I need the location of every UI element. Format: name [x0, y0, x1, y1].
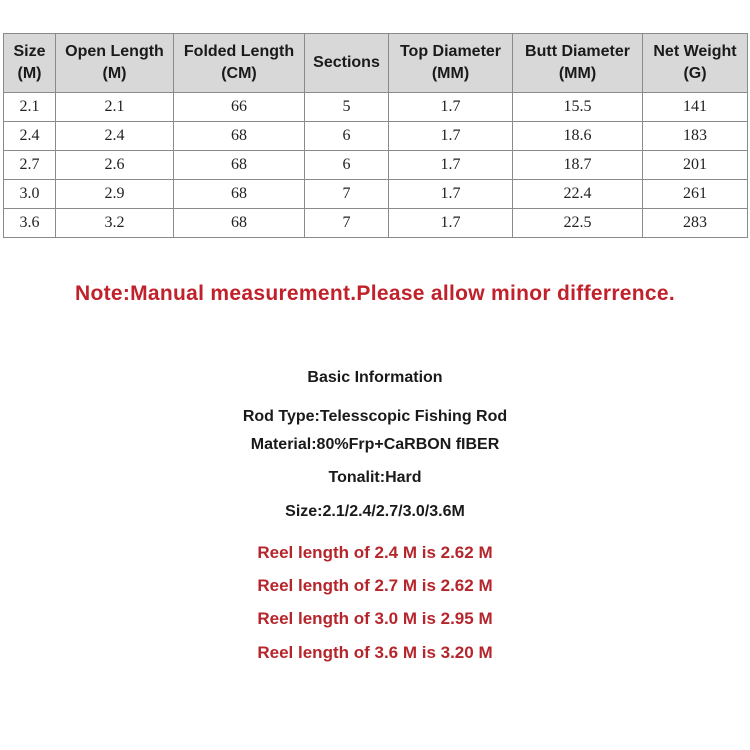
table-row — [4, 122, 748, 151]
table-cell: 7 — [305, 209, 389, 238]
material: Material:80%Frp+CaRBON fIBER — [250, 436, 500, 453]
reel-length-item: Reel length of 3.0 M is 2.95 M — [257, 609, 493, 628]
table-cell: 2.4 — [56, 122, 174, 151]
table-cell: 2.7 — [4, 151, 56, 180]
table-cell: 1.7 — [389, 180, 513, 209]
table-cell: 3.2 — [56, 209, 174, 238]
table-cell: 1.7 — [389, 151, 513, 180]
table-cell: 1.7 — [389, 209, 513, 238]
table-cell: 2.1 — [4, 93, 56, 122]
table-cell: 1.7 — [389, 93, 513, 122]
header-butt-diameter: Butt Diameter (MM) — [513, 34, 643, 93]
table-cell: 1.7 — [389, 122, 513, 151]
table-cell: 68 — [174, 180, 305, 209]
table-cell: 5 — [305, 93, 389, 122]
table-cell: 6 — [305, 122, 389, 151]
header-folded-length: Folded Length (CM) — [174, 34, 305, 93]
table-cell: 18.7 — [513, 151, 643, 180]
header-size: Size (M) — [4, 34, 56, 93]
table-cell: 261 — [643, 180, 748, 209]
table-row — [4, 93, 748, 122]
header-sections: Sections — [305, 34, 389, 93]
table-cell: 141 — [643, 93, 748, 122]
table-cell: 22.4 — [513, 180, 643, 209]
table-cell: 6 — [305, 151, 389, 180]
reel-length-item: Reel length of 2.4 M is 2.62 M — [257, 543, 493, 562]
table-cell: 68 — [174, 151, 305, 180]
tonalit: Tonalit:Hard — [328, 469, 422, 486]
table-cell: 66 — [174, 93, 305, 122]
table-cell: 183 — [643, 122, 748, 151]
basic-info-title: Basic Information — [307, 369, 443, 386]
table-cell: 22.5 — [513, 209, 643, 238]
table-cell: 201 — [643, 151, 748, 180]
table-cell: 2.6 — [56, 151, 174, 180]
table-cell: 68 — [174, 122, 305, 151]
table-row — [4, 180, 748, 209]
table-cell: 68 — [174, 209, 305, 238]
measurement-note: Note:Manual measurement.Please allow minor differrence. — [74, 282, 675, 305]
table-cell: 15.5 — [513, 93, 643, 122]
table-cell: 283 — [643, 209, 748, 238]
table-row — [4, 151, 748, 180]
reel-length-item: Reel length of 2.7 M is 2.62 M — [257, 576, 493, 595]
spec-table — [3, 33, 748, 238]
reel-length-item: Reel length of 3.6 M is 3.20 M — [257, 643, 493, 662]
header-top-diameter: Top Diameter (MM) — [389, 34, 513, 93]
rod-type: Rod Type:Telesscopic Fishing Rod — [242, 408, 508, 425]
header-open-length: Open Length (M) — [56, 34, 174, 93]
table-header-row — [4, 34, 748, 93]
header-net-weight: Net Weight (G) — [643, 34, 748, 93]
table-cell: 2.1 — [56, 93, 174, 122]
table-cell: 18.6 — [513, 122, 643, 151]
table-cell: 3.6 — [4, 209, 56, 238]
size-list: Size:2.1/2.4/2.7/3.0/3.6M — [285, 503, 465, 520]
table-cell: 2.9 — [56, 180, 174, 209]
table-cell: 2.4 — [4, 122, 56, 151]
table-cell: 7 — [305, 180, 389, 209]
table-cell: 3.0 — [4, 180, 56, 209]
table-row — [4, 209, 748, 238]
